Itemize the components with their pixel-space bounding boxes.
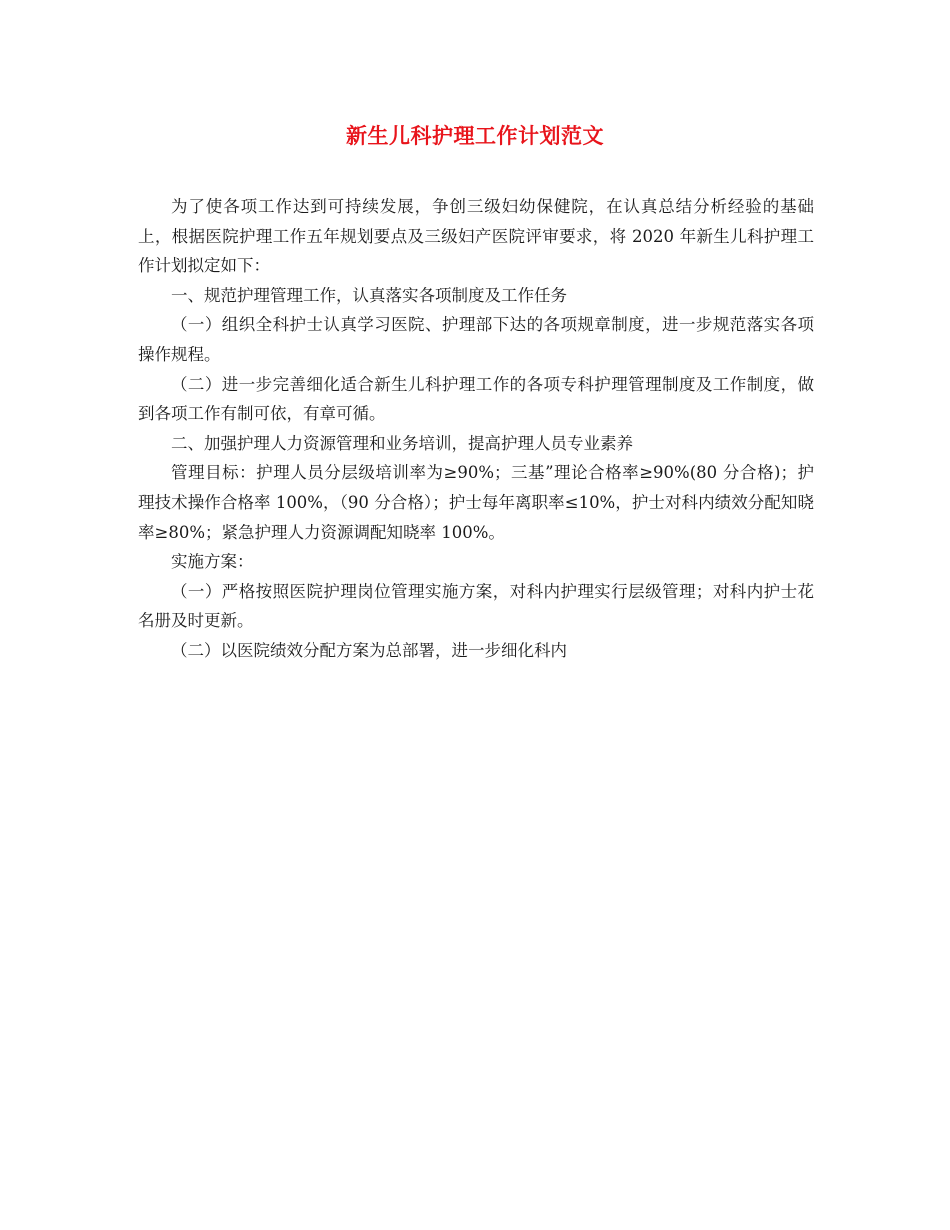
section-heading-2: 二、加强护理人力资源管理和业务培训，提高护理人员专业素养 — [171, 433, 633, 453]
paragraph-1-2: （二）进一步完善细化适合新生儿科护理工作的各项专科护理管理制度及工作制度，做到各项工作有制可依，有章可循。 — [138, 374, 814, 424]
paragraph-2-1: （一）严格按照医院护理岗位管理实施方案，对科内护理实行层级管理；对科内护士花名册及时更新。 — [138, 581, 814, 631]
paragraph-intro: 为了使各项工作达到可持续发展，争创三级妇幼保健院，在认真总结分析经验的基础上，根据医院护理工作五年规划要点及三级妇产医院评审要求，将 2020 年新生儿科护理工作计划拟定如下： — [138, 197, 814, 276]
document-title: 新生儿科护理工作计划范文 — [346, 123, 604, 148]
paragraph-2-2: （二）以医院绩效分配方案为总部署，进一步细化科内 — [171, 640, 567, 660]
paragraph-management-goals: 管理目标：护理人员分层级培训率为≥90%；三基”理论合格率≥90%(80 分合格)；护理技术操作合格率 100%，（90 分合格）；护士每年离职率≤10%，护士对科内绩效分配知晓率≥80%；紧急护理人力资源调配知晓率 100%。 — [138, 463, 814, 542]
paragraph-1-1: （一）组织全科护士认真学习医院、护理部下达的各项规章制度，进一步规范落实各项操作规程。 — [138, 315, 814, 364]
section-heading-1: 一、规范护理管理工作，认真落实各项制度及工作任务 — [171, 285, 567, 305]
paragraph-implementation-label: 实施方案： — [171, 552, 254, 572]
document-body — [138, 192, 814, 666]
